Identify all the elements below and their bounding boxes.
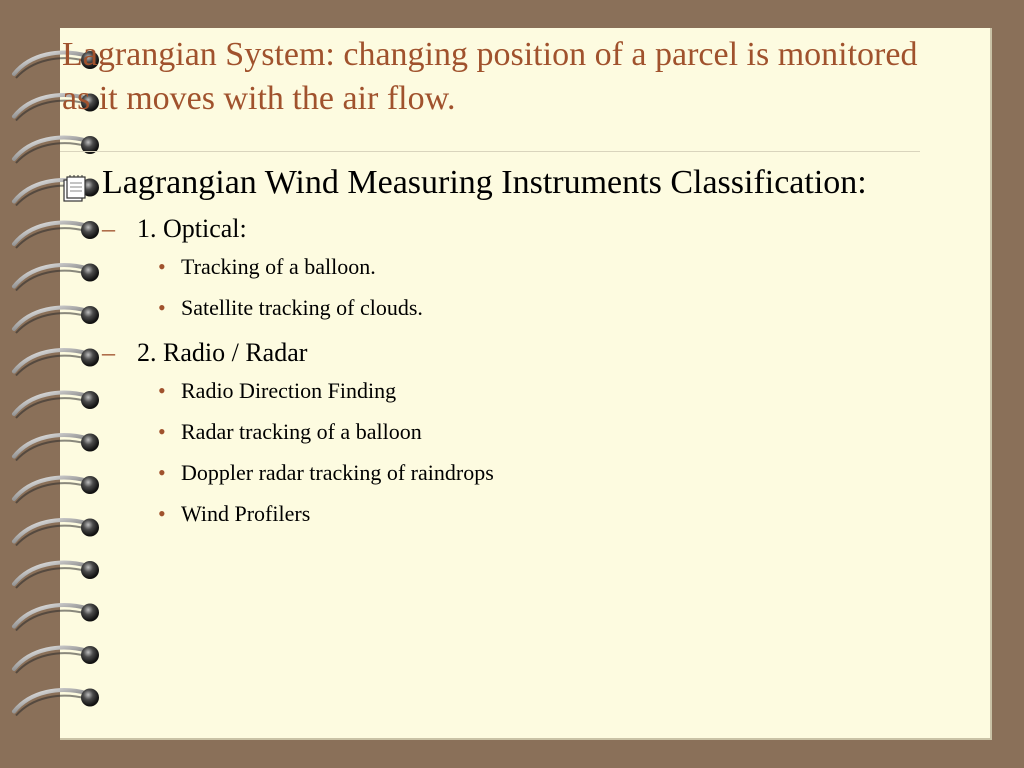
bullet-dot: • — [158, 419, 166, 444]
list-item — [62, 452, 922, 493]
list-item — [62, 287, 922, 328]
bullet-dot: • — [158, 295, 166, 320]
bullet-dot: • — [158, 378, 166, 403]
list-item — [62, 411, 922, 452]
section-optical — [62, 212, 922, 246]
main-heading: Lagrangian Wind Measuring Instruments Classification: — [102, 164, 867, 201]
bullet-dot: • — [158, 460, 166, 485]
spiral-ring — [14, 646, 99, 673]
dash-marker: – — [102, 338, 115, 367]
section-radio-radar — [62, 336, 922, 370]
spiral-ring — [14, 689, 99, 716]
bullet-dot: • — [158, 254, 166, 279]
list-item — [62, 370, 922, 411]
notepad-icon — [62, 172, 88, 214]
list-item-text: Radar tracking of a balloon — [181, 419, 422, 444]
slide-title: Lagrangian System: changing position of a parcel is monitored as it moves with the air flow. — [62, 36, 918, 117]
spiral-ring — [14, 561, 99, 588]
list-item — [62, 246, 922, 287]
spiral-ring — [14, 604, 99, 631]
list-item-text: Tracking of a balloon. — [181, 254, 376, 279]
dash-marker: – — [102, 214, 115, 243]
list-item — [62, 493, 922, 534]
title-divider — [60, 151, 920, 152]
slide-content — [62, 162, 922, 534]
spiral-ring — [14, 136, 99, 163]
main-bullet — [62, 162, 922, 204]
bullet-dot: • — [158, 501, 166, 526]
list-item-text: Radio Direction Finding — [181, 378, 397, 403]
section-label: 2. Radio / Radar — [137, 338, 308, 367]
section-label: 1. Optical: — [137, 214, 247, 243]
list-item-text: Doppler radar tracking of raindrops — [181, 460, 494, 485]
list-item-text: Wind Profilers — [181, 501, 311, 526]
list-item-text: Satellite tracking of clouds. — [181, 295, 423, 320]
